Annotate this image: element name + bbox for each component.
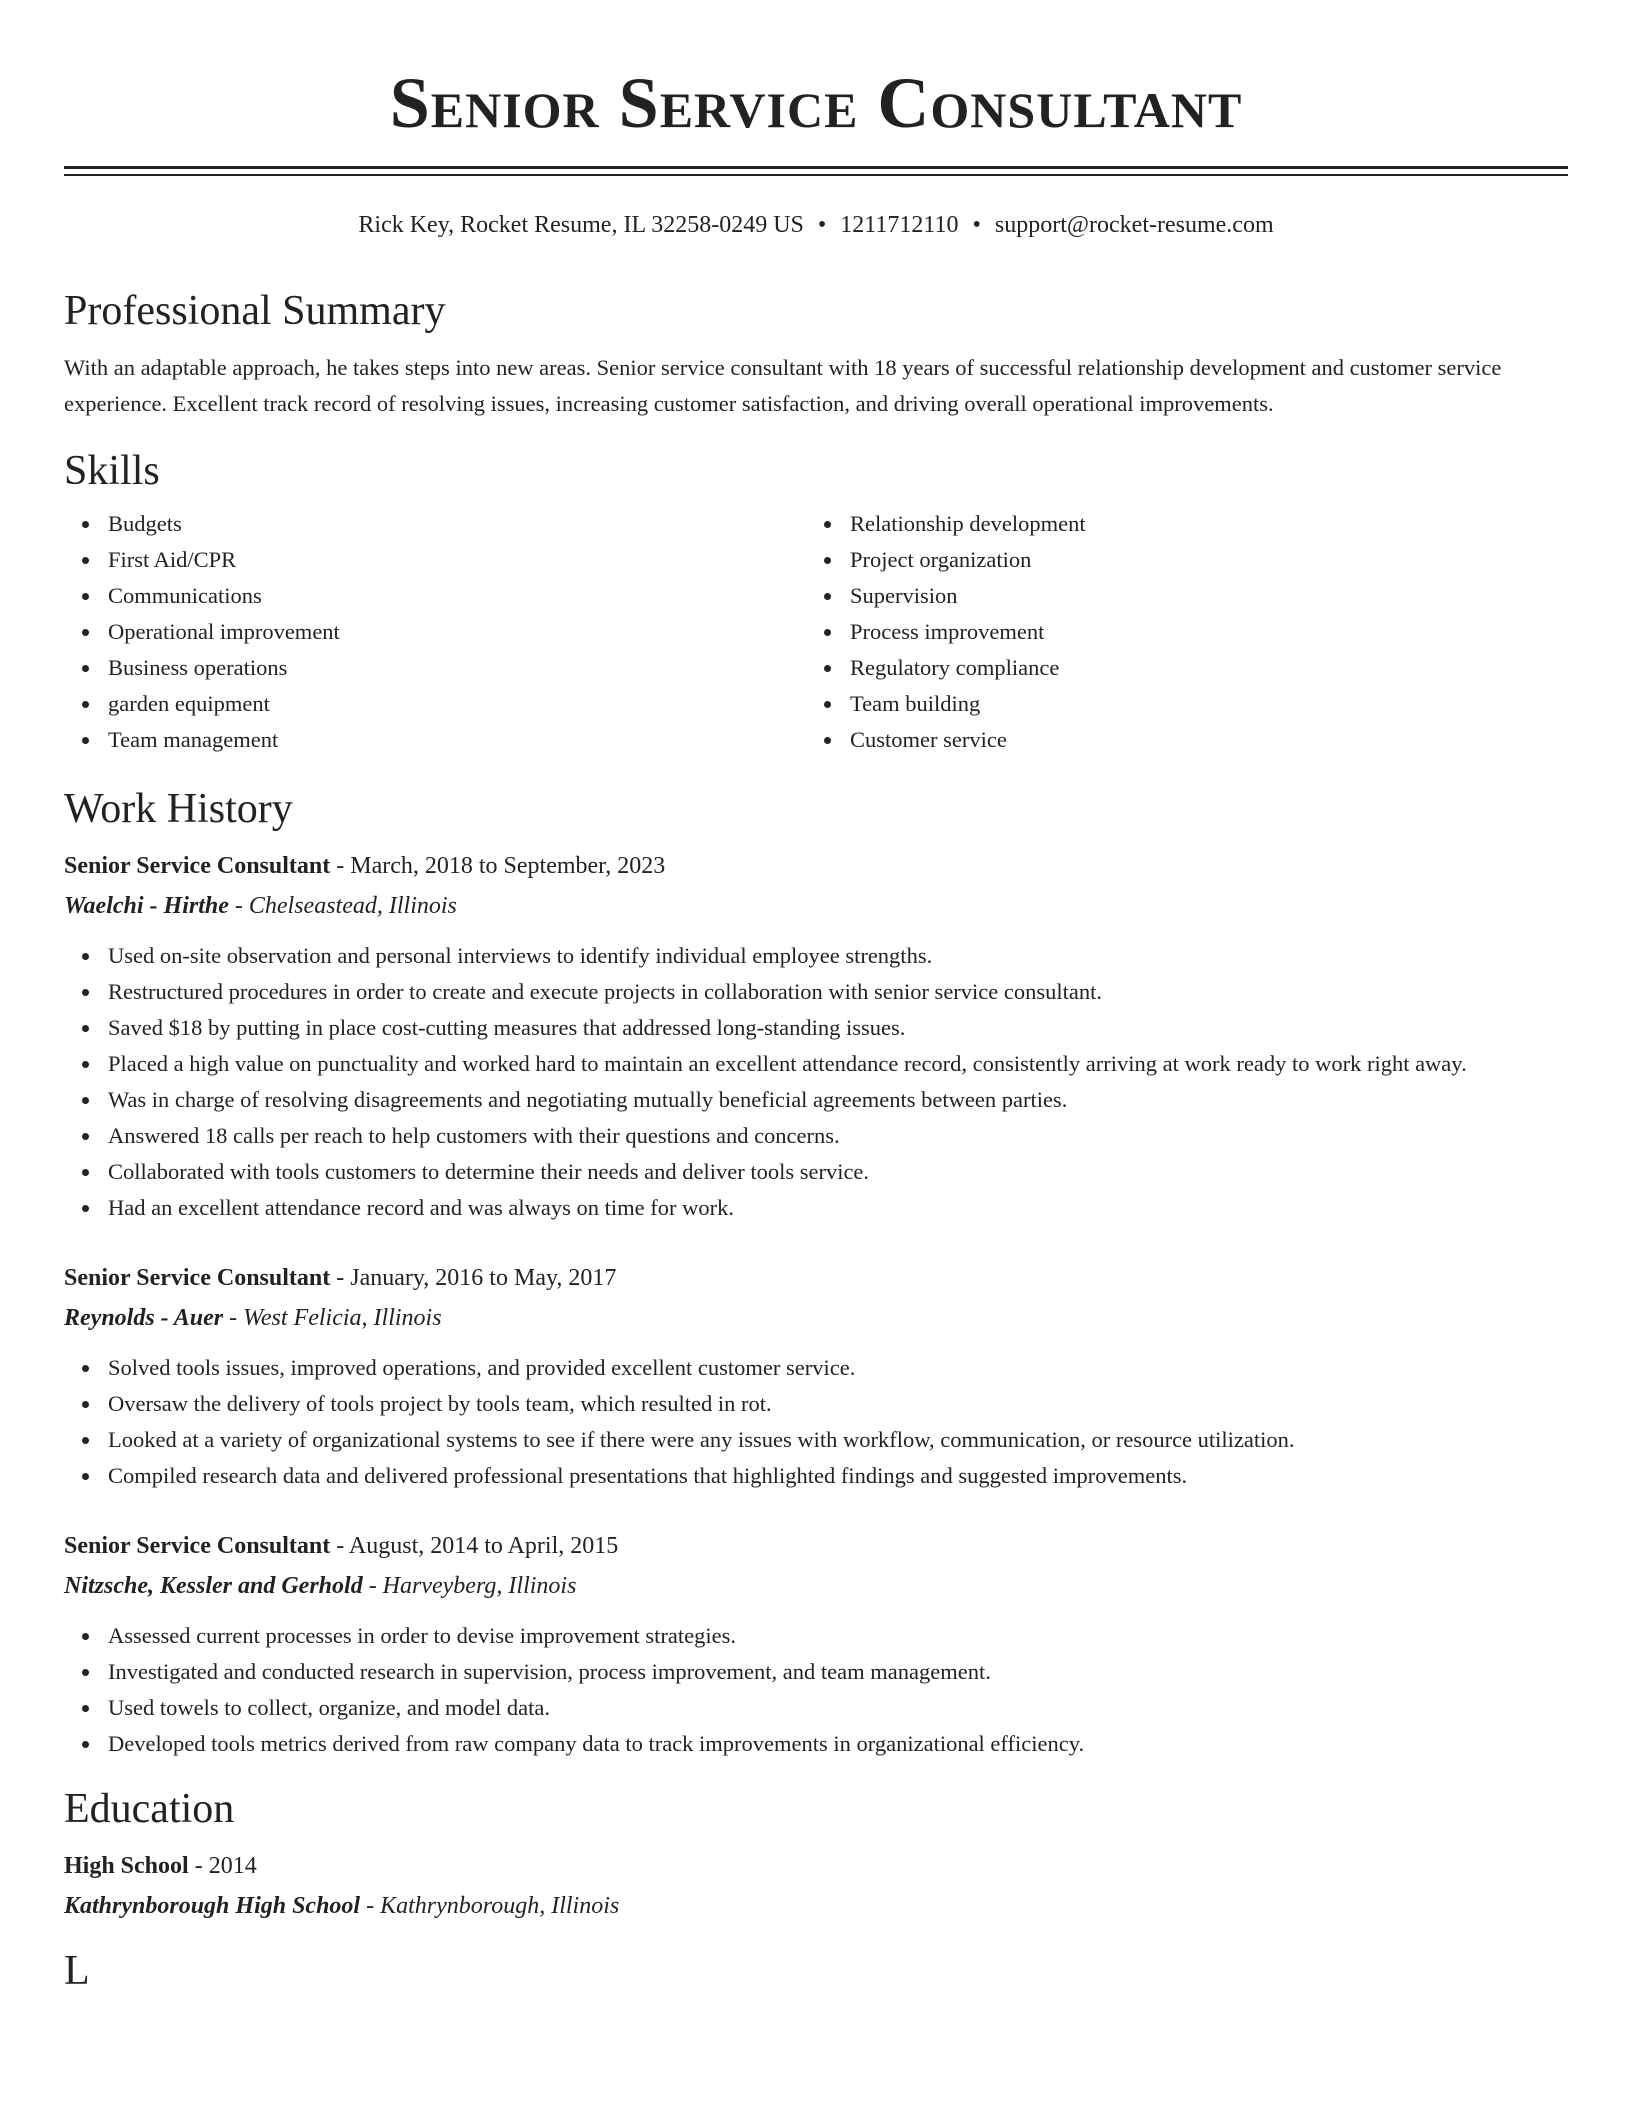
job-bullet: Restructured procedures in order to create and execute projects in collaboration with senior service consultant.: [64, 974, 1568, 1010]
job-company: Nitzsche, Kessler and Gerhold: [64, 1573, 363, 1599]
skills-list-left: [64, 506, 806, 758]
skill-item: Budgets: [64, 506, 806, 542]
job-employer: [64, 888, 1568, 924]
work-history-heading: Work History: [64, 786, 293, 832]
job-employer: [64, 1568, 1568, 1604]
contact-separator: •: [972, 212, 981, 238]
summary-text: With an adaptable approach, he takes steps into new areas. Senior service consultant with 18 years of successful relationship development and customer service experience. Excellent track record of resolving issues, increasing customer satisfaction, and driving overall operational improvements.: [64, 355, 1502, 416]
skill-item: Relationship development: [806, 506, 1548, 542]
job-dates: - August, 2014 to April, 2015: [330, 1533, 619, 1559]
job-location: - West Felicia, Illinois: [223, 1305, 442, 1331]
job-company: Waelchi - Hirthe: [64, 893, 229, 919]
contact-email[interactable]: support@rocket-resume.com: [994, 212, 1274, 238]
job-bullet: Saved $18 by putting in place cost-cutting measures that addressed long-standing issues.: [64, 1010, 1568, 1046]
skill-item: Team building: [806, 686, 1548, 722]
job-entry: [64, 848, 1568, 1226]
job-bullet: Answered 18 calls per reach to help customers with their questions and concerns.: [64, 1118, 1568, 1154]
job-location: - Harveyberg, Illinois: [362, 1573, 577, 1599]
job-bullet-list: [64, 1350, 1568, 1494]
job-title: Senior Service Consultant: [64, 853, 331, 879]
education-degree: High School: [64, 1853, 189, 1879]
job-bullet: Placed a high value on punctuality and worked hard to maintain an excellent attendance record, consistently arriving at work ready to work right away.: [64, 1046, 1568, 1082]
skills-columns: [64, 506, 1568, 758]
job-bullet: Developed tools metrics derived from raw company data to track improvements in organizational efficiency.: [64, 1726, 1568, 1762]
skill-item: garden equipment: [64, 686, 806, 722]
title-divider-thin: [64, 174, 1568, 176]
job-header: [64, 1260, 1568, 1296]
job-entry: [64, 1528, 1568, 1762]
skill-item: First Aid/CPR: [64, 542, 806, 578]
skill-item: Communications: [64, 578, 806, 614]
job-bullet: Had an excellent attendance record and was always on time for work.: [64, 1190, 1568, 1226]
skill-item: Supervision: [806, 578, 1548, 614]
job-bullet: Collaborated with tools customers to determine their needs and deliver tools service.: [64, 1154, 1568, 1190]
skill-item: Process improvement: [806, 614, 1548, 650]
job-bullet: Compiled research data and delivered professional presentations that highlighted findings and suggested improvements.: [64, 1458, 1568, 1494]
job-bullet: Used on-site observation and personal interviews to identify individual employee strengths.: [64, 938, 1568, 974]
job-header: [64, 848, 1568, 884]
skills-heading: Skills: [64, 448, 160, 494]
skill-item: Regulatory compliance: [806, 650, 1548, 686]
job-bullet-list: [64, 938, 1568, 1226]
job-title: Senior Service Consultant: [64, 1533, 331, 1559]
job-bullet: Was in charge of resolving disagreements and negotiating mutually beneficial agreements between parties.: [64, 1082, 1568, 1118]
job-entry: [64, 1260, 1568, 1494]
contact-phone: 1211712110: [840, 212, 959, 238]
skill-item: Project organization: [806, 542, 1548, 578]
job-employer: [64, 1300, 1568, 1336]
contact-line: [64, 210, 1568, 240]
education-school: Kathrynborough High School: [64, 1893, 361, 1919]
job-dates: - March, 2018 to September, 2023: [330, 853, 666, 879]
education-heading: Education: [64, 1786, 235, 1832]
contact-separator: •: [817, 212, 827, 238]
education-entry: [64, 1848, 1568, 1924]
job-bullet: Investigated and conducted research in supervision, process improvement, and team management.: [64, 1654, 1568, 1690]
job-bullet: Solved tools issues, improved operations, and provided excellent customer service.: [64, 1350, 1568, 1386]
job-location: - Chelseastead, Illinois: [228, 893, 457, 919]
next-section-heading-partial: L: [64, 1948, 90, 1994]
skills-list-right: [806, 506, 1548, 758]
job-bullet-list: [64, 1618, 1568, 1762]
education-header: [64, 1848, 1568, 1884]
skill-item: Team management: [64, 722, 806, 758]
education-year: - 2014: [188, 1853, 257, 1879]
job-bullet: Looked at a variety of organizational systems to see if there were any issues with workflow, communication, or resource utilization.: [64, 1422, 1568, 1458]
title-divider-thick: [64, 166, 1568, 169]
job-bullet: Used towels to collect, organize, and model data.: [64, 1690, 1568, 1726]
education-school-line: [64, 1888, 1568, 1924]
resume-title: Senior Service Consultant: [389, 63, 1243, 143]
skill-item: Business operations: [64, 650, 806, 686]
education-location: - Kathrynborough, Illinois: [360, 1893, 620, 1919]
job-title: Senior Service Consultant: [64, 1265, 331, 1291]
job-bullet: Oversaw the delivery of tools project by tools team, which resulted in rot.: [64, 1386, 1568, 1422]
skill-item: Operational improvement: [64, 614, 806, 650]
job-company: Reynolds - Auer: [64, 1305, 224, 1331]
job-header: [64, 1528, 1568, 1564]
job-bullet: Assessed current processes in order to devise improvement strategies.: [64, 1618, 1568, 1654]
job-dates: - January, 2016 to May, 2017: [330, 1265, 617, 1291]
skill-item: Customer service: [806, 722, 1548, 758]
summary-heading: Professional Summary: [64, 288, 446, 334]
contact-address: Rick Key, Rocket Resume, IL 32258-0249 US: [358, 212, 804, 238]
